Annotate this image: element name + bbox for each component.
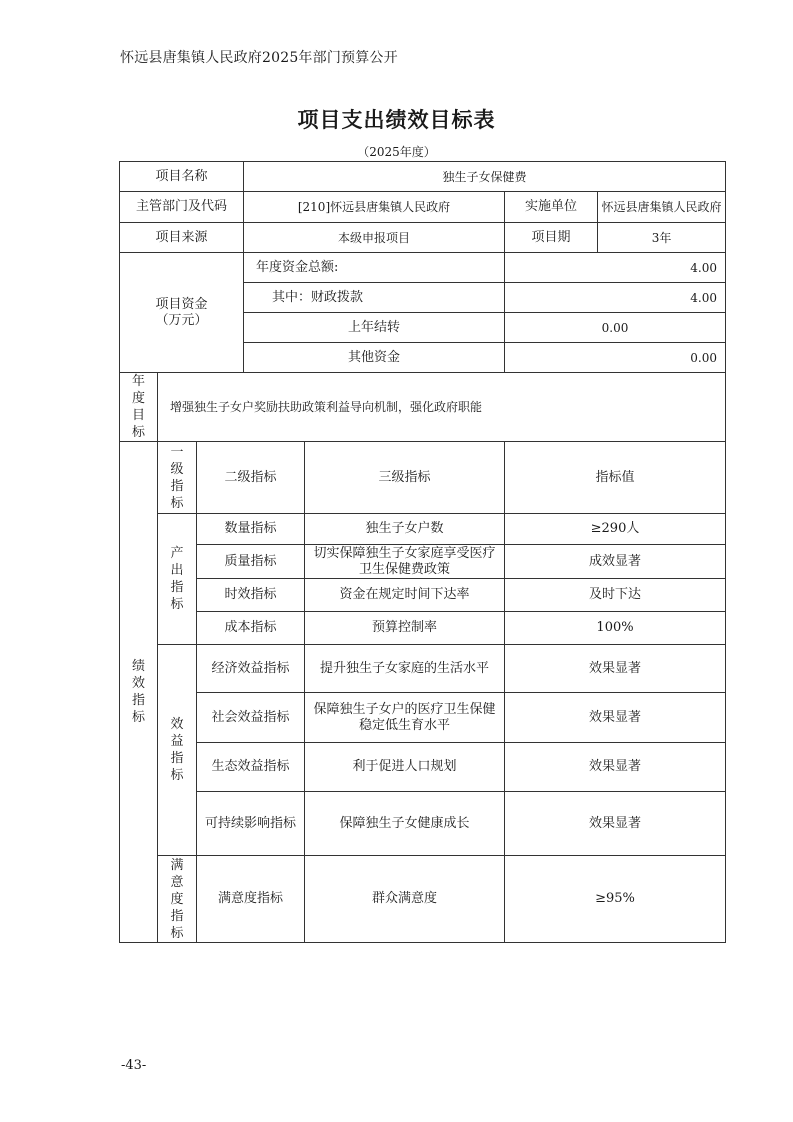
table-row xyxy=(120,645,726,693)
table-row xyxy=(120,792,726,856)
performance-indicators-cell xyxy=(120,442,158,943)
table-row xyxy=(120,612,726,645)
performance-target-table xyxy=(119,161,726,943)
project-source-value: 本级申报项目 xyxy=(244,223,505,253)
level1-header: 一级指标 xyxy=(170,444,184,511)
indicator-header-row xyxy=(120,442,726,514)
level3-cell: 保障独生子女健康成长 xyxy=(305,792,505,856)
page-title: 项目支出绩效目标表 xyxy=(297,107,496,132)
fund-item-value: 0.00 xyxy=(505,313,726,343)
level1-header-cell xyxy=(158,442,197,514)
level2-cell: 成本指标 xyxy=(197,612,305,645)
fund-item-value: 4.00 xyxy=(505,253,726,283)
fund-item-label: 上年结转 xyxy=(244,313,505,343)
project-period-value: 3年 xyxy=(598,223,726,253)
fund-item-label: 年度资金总额: xyxy=(244,253,505,283)
implementing-unit-value: 怀远县唐集镇人民政府 xyxy=(598,192,726,223)
fund-item-label: 其他资金 xyxy=(244,343,505,373)
funds-row xyxy=(120,253,726,283)
benefit-indicators-cell xyxy=(158,645,197,856)
value-cell: 效果显著 xyxy=(505,792,726,856)
value-cell: 成效显著 xyxy=(505,545,726,579)
level3-cell: 预算控制率 xyxy=(305,612,505,645)
table-row xyxy=(120,693,726,743)
output-indicators-cell xyxy=(158,514,197,645)
project-name-value: 独生子女保健费 xyxy=(244,162,726,192)
fiscal-year: （2025年度） xyxy=(357,145,436,159)
level2-cell: 质量指标 xyxy=(197,545,305,579)
table-row xyxy=(120,743,726,792)
benefit-indicators-label: 效益指标 xyxy=(170,717,184,783)
table-row xyxy=(120,856,726,943)
value-cell: 效果显著 xyxy=(505,693,726,743)
project-period-label: 项目期 xyxy=(505,223,598,253)
level3-header: 三级指标 xyxy=(305,442,505,514)
department-label: 主管部门及代码 xyxy=(120,192,244,223)
project-name-row xyxy=(120,162,726,192)
level2-cell: 经济效益指标 xyxy=(197,645,305,693)
value-cell: 效果显著 xyxy=(505,743,726,792)
output-indicators-label: 产出指标 xyxy=(170,546,184,612)
satisfaction-indicators-label: 满意度指标 xyxy=(170,857,184,941)
value-cell: 效果显著 xyxy=(505,645,726,693)
project-source-label: 项目来源 xyxy=(120,223,244,253)
fund-item-value: 0.00 xyxy=(505,343,726,373)
fund-item-value: 4.00 xyxy=(505,283,726,313)
annual-goal-row xyxy=(120,373,726,442)
funds-unit: （万元） xyxy=(155,312,208,328)
department-row xyxy=(120,192,726,223)
level3-cell: 利于促进人口规划 xyxy=(305,743,505,792)
department-value: [210]怀远县唐集镇人民政府 xyxy=(244,192,505,223)
level2-header: 二级指标 xyxy=(197,442,305,514)
project-name-label: 项目名称 xyxy=(120,162,244,192)
annual-goal-label-cell xyxy=(120,373,158,442)
value-cell: 100% xyxy=(505,612,726,645)
value-cell: 及时下达 xyxy=(505,579,726,612)
value-cell: ≥290人 xyxy=(505,514,726,545)
table-row xyxy=(120,514,726,545)
level2-cell: 时效指标 xyxy=(197,579,305,612)
level3-cell: 切实保障独生子女家庭享受医疗卫生保健费政策 xyxy=(305,545,505,579)
level2-cell: 数量指标 xyxy=(197,514,305,545)
level2-cell: 满意度指标 xyxy=(197,856,305,943)
page-header: 怀远县唐集镇人民政府2025年部门预算公开 xyxy=(120,50,398,66)
table-row xyxy=(120,545,726,579)
funds-label: 项目资金 xyxy=(155,296,208,312)
level3-cell: 群众满意度 xyxy=(305,856,505,943)
indicator-value-header: 指标值 xyxy=(505,442,726,514)
funds-label-cell xyxy=(120,253,244,373)
fund-item-label: 其中：财政拨款 xyxy=(244,283,505,313)
annual-goal-text: 增强独生子女户奖励扶助政策利益导向机制，强化政府职能 xyxy=(158,373,726,442)
level2-cell: 可持续影响指标 xyxy=(197,792,305,856)
level3-cell: 资金在规定时间下达率 xyxy=(305,579,505,612)
level3-cell: 独生子女户数 xyxy=(305,514,505,545)
value-cell: ≥95% xyxy=(505,856,726,943)
performance-indicators-label: 绩效指标 xyxy=(132,659,146,725)
satisfaction-indicators-cell xyxy=(158,856,197,943)
level2-cell: 社会效益指标 xyxy=(197,693,305,743)
annual-goal-label: 年度目标 xyxy=(132,374,146,440)
level3-cell: 保障独生子女户的医疗卫生保健稳定低生育水平 xyxy=(305,693,505,743)
project-source-row xyxy=(120,223,726,253)
table-row xyxy=(120,579,726,612)
level2-cell: 生态效益指标 xyxy=(197,743,305,792)
implementing-unit-label: 实施单位 xyxy=(505,192,598,223)
level3-cell: 提升独生子女家庭的生活水平 xyxy=(305,645,505,693)
page-number: -43- xyxy=(121,1058,147,1073)
